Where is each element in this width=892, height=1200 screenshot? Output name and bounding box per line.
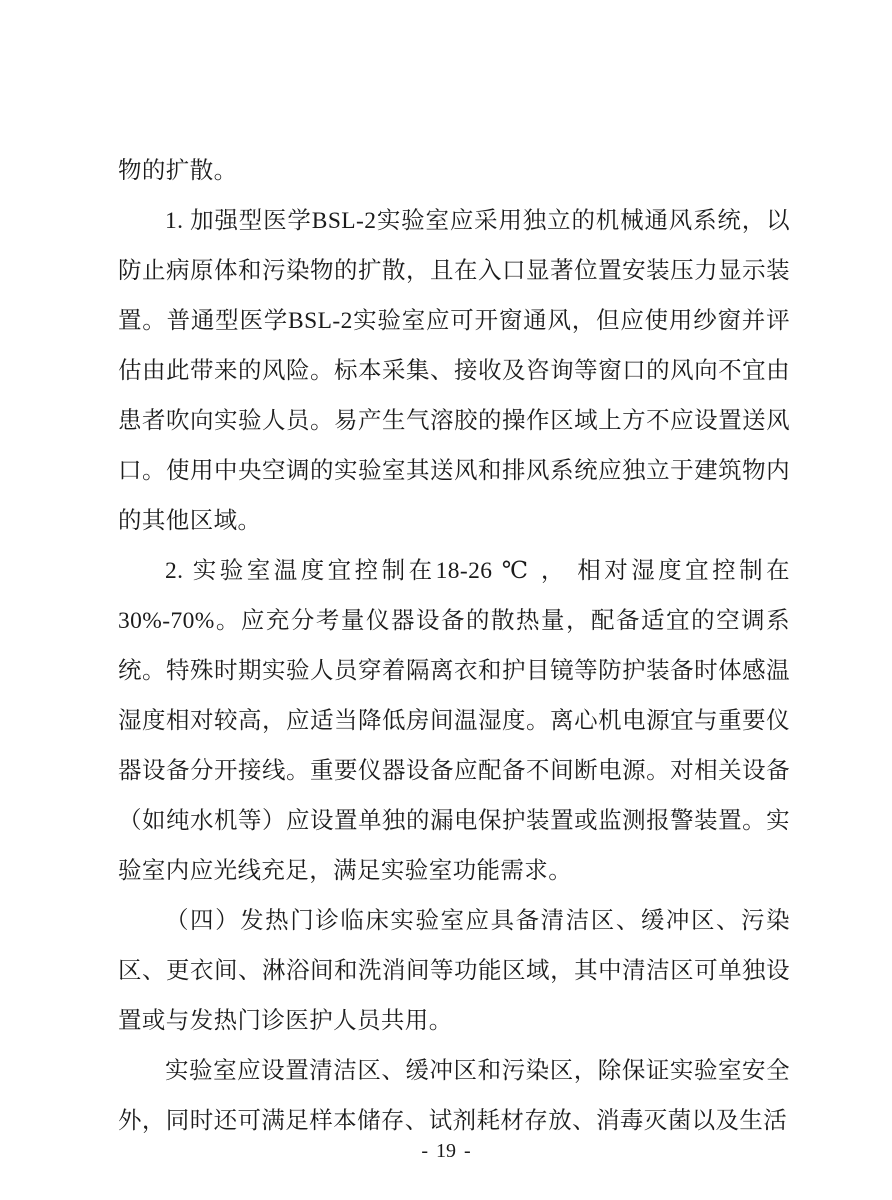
paragraph-1: 物的扩散。	[118, 158, 238, 184]
paragraph-3: 2. 实验室温度宜控制在18-26 ℃ ， 相对湿度宜控制在30%-70%。应充分考量仪器设备的散热量，配备适宜的空调系统。特殊时期实验人员穿着隔离衣和护目镜等防护装备时体感温湿度相对较高，应适当降低房间温湿度。离心机电源宜与重要仪器设备分开接线。重要仪器设备应配备不间断电源。对相关设备（如纯水机等）应设置单独的漏电保护装置或监测报警装置。实验室内应光线充足，满足实验室功能需求。	[118, 558, 790, 884]
footer-dash-right: -	[464, 1140, 471, 1162]
page-number: 19	[436, 1140, 456, 1162]
paragraph-5: 实验室应设置清洁区、缓冲区和污染区，除保证实验室安全外，同时还可满足样本储存、试剂耗材存放、消毒灭菌以及生活	[118, 1058, 790, 1134]
paragraph-2: 1. 加强型医学BSL-2实验室应采用独立的机械通风系统，以防止病原体和污染物的扩散，且在入口显著位置安装压力显示装置。普通型医学BSL-2实验室应可开窗通风，但应使用纱窗并评估由此带来的风险。标本采集、接收及咨询等窗口的风向不宜由患者吹向实验人员。易产生气溶胶的操作区域上方不应设置送风口。使用中央空调的实验室其送风和排风系统应独立于建筑物内的其他区域。	[118, 208, 790, 534]
paragraph-4: （四）发热门诊临床实验室应具备清洁区、缓冲区、污染区、更衣间、淋浴间和洗消间等功能区域，其中清洁区可单独设置或与发热门诊医护人员共用。	[118, 908, 790, 1034]
footer-dash-left: -	[421, 1140, 428, 1162]
page-footer	[0, 1140, 892, 1163]
page-body	[118, 146, 790, 1146]
